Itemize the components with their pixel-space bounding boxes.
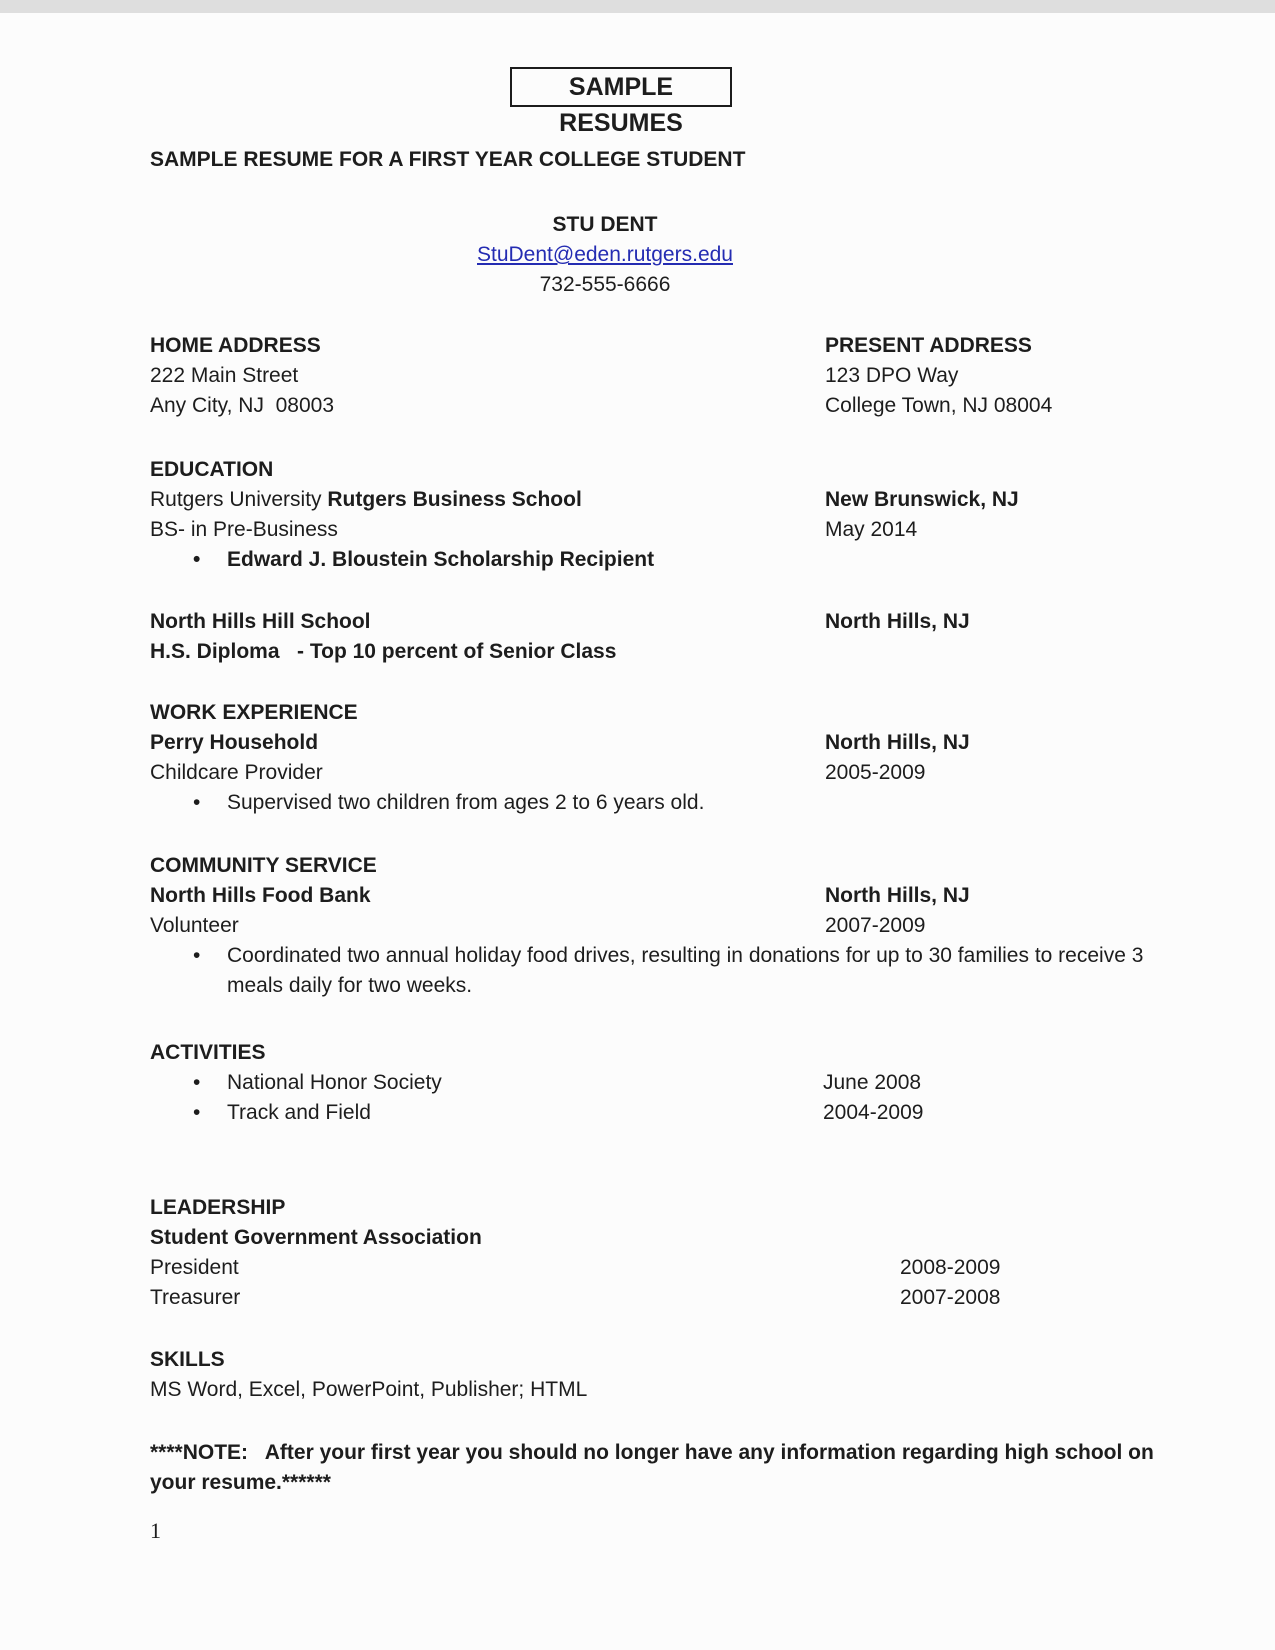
spacer (150, 667, 1140, 698)
work-role-row (150, 758, 1140, 788)
education-school2-row (150, 607, 1140, 637)
banner-box (510, 67, 732, 137)
community-role-row (150, 911, 1140, 941)
present-address-heading: PRESENT ADDRESS (825, 334, 1032, 357)
spacer (150, 421, 1140, 455)
home-address-city: Any City, NJ 08003 (150, 394, 335, 417)
banner-text: SAMPLE RESUMES (559, 73, 683, 137)
skills-heading: SKILLS (150, 1348, 225, 1371)
community-org: North Hills Food Bank (150, 884, 371, 907)
leadership-item-row (150, 1253, 1140, 1283)
school2-location: North Hills, NJ (825, 610, 970, 633)
education-heading: EDUCATION (150, 458, 274, 481)
spacer (150, 175, 1140, 210)
work-dates: 2005-2009 (825, 761, 926, 784)
resume-content (150, 145, 1154, 1546)
school1-date: May 2014 (825, 518, 918, 541)
scan-edge-strip (0, 0, 1275, 13)
work-heading: WORK EXPERIENCE (150, 701, 358, 724)
activity-date: June 2008 (823, 1071, 922, 1094)
home-address-street: 222 Main Street (150, 364, 299, 387)
contact-block (150, 210, 1060, 300)
school2-name: North Hills Hill School (150, 610, 371, 633)
leadership-role: Treasurer (150, 1286, 241, 1309)
skills-list: MS Word, Excel, PowerPoint, Publisher; HTML (150, 1378, 588, 1401)
activities-item-row (150, 1098, 1140, 1128)
community-location: North Hills, NJ (825, 884, 970, 907)
spacer (150, 1405, 1140, 1438)
education-degree-row (150, 515, 1140, 545)
leadership-org: Student Government Association (150, 1226, 482, 1249)
community-org-row (150, 881, 1140, 911)
school1-location: New Brunswick, NJ (825, 488, 1019, 511)
leadership-heading: LEADERSHIP (150, 1196, 286, 1219)
leadership-dates: 2007-2008 (900, 1286, 1001, 1309)
activity-date: 2004-2009 (823, 1101, 924, 1124)
school1-degree: BS- in Pre-Business (150, 518, 338, 541)
activities-item-row (150, 1068, 1140, 1098)
school2-detail: H.S. Diploma - Top 10 percent of Senior Class (150, 640, 617, 663)
education-school1-row (150, 485, 1140, 515)
education-bullet-item: • Edward J. Bloustein Scholarship Recipient (150, 545, 1140, 575)
work-employer-row (150, 728, 1140, 758)
school1-university: Rutgers University (150, 488, 328, 511)
address-line2-row (150, 391, 1140, 421)
school1-college: Rutgers Business School (327, 488, 582, 511)
address-headings-row (150, 331, 1140, 361)
leadership-dates: 2008-2009 (900, 1256, 1001, 1279)
spacer (150, 1001, 1140, 1038)
present-address-city: College Town, NJ 08004 (825, 394, 1053, 417)
school1-name (150, 488, 582, 511)
leadership-role: President (150, 1256, 239, 1279)
page-title: SAMPLE RESUME FOR A FIRST YEAR COLLEGE STUDENT (150, 148, 746, 171)
candidate-name: STU DENT (552, 213, 658, 236)
spacer (150, 1128, 1140, 1193)
spacer (150, 818, 1140, 851)
work-location: North Hills, NJ (825, 731, 970, 754)
home-address-heading: HOME ADDRESS (150, 334, 321, 357)
activity-label: Track and Field (227, 1101, 371, 1124)
email-line (150, 240, 1060, 270)
spacer (150, 1498, 1140, 1516)
work-bullet-item: • Supervised two children from ages 2 to 6 years old. (150, 788, 1140, 818)
spacer (150, 1313, 1140, 1345)
note-text: ****NOTE: After your first year you should no longer have any information regarding high school on your resume.****** (150, 1441, 1154, 1494)
work-role: Childcare Provider (150, 761, 323, 784)
community-bullet-item: • Coordinated two annual holiday food drives, resulting in donations for up to 30 families to receive 3 meals daily for two weeks. (150, 941, 1162, 1001)
community-heading: COMMUNITY SERVICE (150, 854, 377, 877)
community-dates: 2007-2009 (825, 914, 926, 937)
page-number: 1 (150, 1518, 161, 1543)
activities-heading: ACTIVITIES (150, 1041, 266, 1064)
present-address-street: 123 DPO Way (825, 364, 959, 387)
spacer (150, 575, 1140, 607)
community-role: Volunteer (150, 914, 239, 937)
activity-label: National Honor Society (227, 1071, 442, 1094)
spacer (150, 300, 1140, 331)
email-link[interactable]: StuDent@eden.rutgers.edu (477, 243, 733, 266)
work-employer: Perry Household (150, 731, 319, 754)
address-line1-row (150, 361, 1140, 391)
leadership-item-row (150, 1283, 1140, 1313)
phone-number: 732-555-6666 (539, 273, 671, 296)
